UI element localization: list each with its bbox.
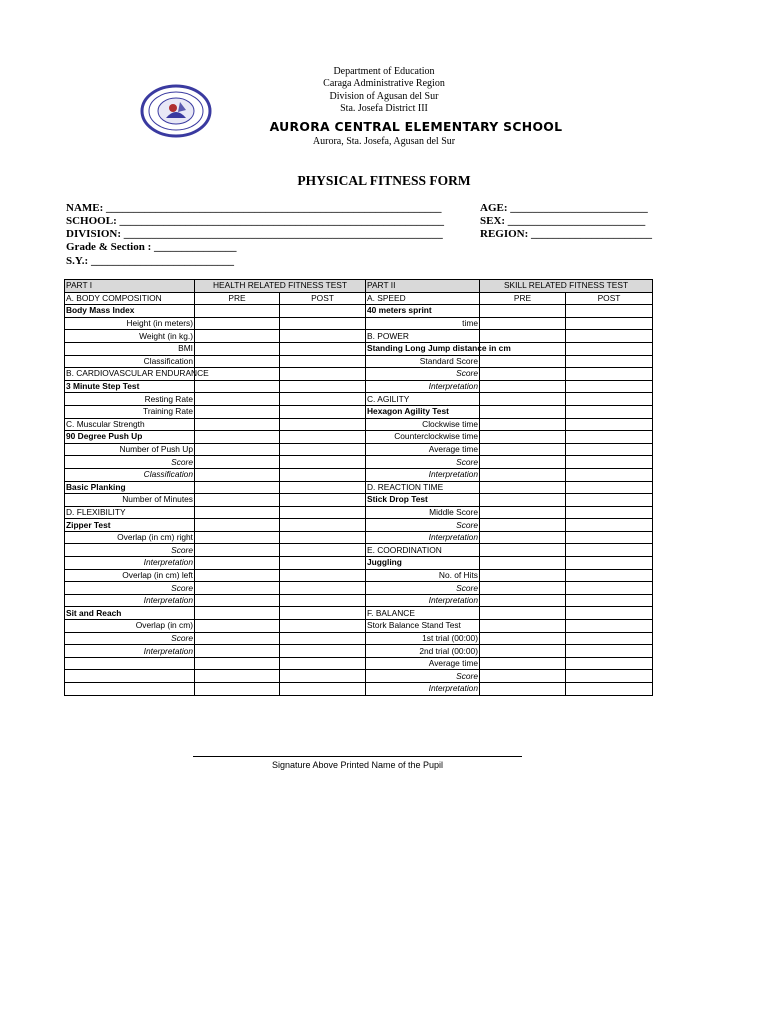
age-field: AGE: _________________________ bbox=[480, 202, 648, 214]
health-pre-cell[interactable] bbox=[195, 569, 280, 582]
health-post-cell[interactable] bbox=[280, 670, 366, 683]
skill-post-cell[interactable] bbox=[566, 594, 653, 607]
skill-pre-cell[interactable] bbox=[480, 544, 566, 557]
skill-post-cell[interactable] bbox=[566, 405, 653, 418]
skill-post-cell[interactable] bbox=[566, 582, 653, 595]
table-row bbox=[65, 481, 653, 494]
health-test-label bbox=[65, 670, 195, 683]
health-pre-cell[interactable] bbox=[195, 317, 280, 330]
skill-test-label: Interpretation bbox=[366, 594, 480, 607]
table-row bbox=[65, 330, 653, 343]
table-row bbox=[65, 657, 653, 670]
table-header-row bbox=[65, 280, 653, 293]
table-row bbox=[65, 645, 653, 658]
health-pre-cell[interactable] bbox=[195, 531, 280, 544]
skill-test-label: C. AGILITY bbox=[366, 393, 480, 406]
health-pre-cell[interactable] bbox=[195, 405, 280, 418]
health-post-cell[interactable] bbox=[280, 531, 366, 544]
skill-pre-cell[interactable] bbox=[480, 418, 566, 431]
health-pre-cell[interactable] bbox=[195, 456, 280, 469]
skill-test-label: 1st trial (00:00) bbox=[366, 632, 480, 645]
health-post-cell[interactable] bbox=[280, 355, 366, 368]
health-post-cell[interactable] bbox=[280, 431, 366, 444]
health-test-label: Weight (in kg.) bbox=[65, 330, 195, 343]
skill-post-cell[interactable] bbox=[566, 355, 653, 368]
health-post-cell[interactable] bbox=[280, 620, 366, 633]
health-post-cell[interactable] bbox=[280, 468, 366, 481]
sex-field: SEX: _________________________ bbox=[480, 215, 646, 227]
skill-pre-cell[interactable] bbox=[480, 431, 566, 444]
health-post-cell[interactable] bbox=[280, 544, 366, 557]
skill-pre-cell[interactable] bbox=[480, 557, 566, 570]
health-test-label: 90 Degree Push Up bbox=[65, 431, 195, 444]
table-row bbox=[65, 531, 653, 544]
skill-test-label: Interpretation bbox=[366, 380, 480, 393]
skill-test-label: Counterclockwise time bbox=[366, 431, 480, 444]
skill-test-label: Average time bbox=[366, 657, 480, 670]
skill-post-cell[interactable] bbox=[566, 330, 653, 343]
skill-post-cell[interactable] bbox=[566, 657, 653, 670]
health-test-label: Body Mass Index bbox=[65, 305, 195, 318]
health-post-cell[interactable] bbox=[280, 683, 366, 696]
division-field: DIVISION: __________________________________________________________ bbox=[66, 228, 443, 240]
health-pre-cell[interactable] bbox=[195, 594, 280, 607]
table-row bbox=[65, 380, 653, 393]
skill-post-cell[interactable] bbox=[566, 531, 653, 544]
health-post-cell[interactable] bbox=[280, 657, 366, 670]
skill-test-label: E. COORDINATION bbox=[366, 544, 480, 557]
health-pre-cell[interactable] bbox=[195, 342, 280, 355]
health-pre-cell[interactable] bbox=[195, 443, 280, 456]
region-field: REGION: ______________________ bbox=[480, 228, 653, 240]
skill-test-label: Standard Score bbox=[366, 355, 480, 368]
health-test-label: Interpretation bbox=[65, 557, 195, 570]
table-row bbox=[65, 519, 653, 532]
skill-test-label: Stork Balance Stand Test bbox=[366, 620, 480, 633]
skill-test-label: Juggling bbox=[366, 557, 480, 570]
health-test-label: Interpretation bbox=[65, 645, 195, 658]
skill-pre-cell[interactable] bbox=[480, 632, 566, 645]
skill-test-label: time bbox=[366, 317, 480, 330]
health-test-label: Training Rate bbox=[65, 405, 195, 418]
health-pre-cell[interactable] bbox=[195, 355, 280, 368]
table-row bbox=[65, 632, 653, 645]
health-pre-cell[interactable] bbox=[195, 431, 280, 444]
skill-pre-cell[interactable] bbox=[480, 645, 566, 658]
skill-post-cell[interactable] bbox=[566, 506, 653, 519]
skill-test-label: Score bbox=[366, 456, 480, 469]
skill-test-label: Score bbox=[366, 670, 480, 683]
health-test-label: Zipper Test bbox=[65, 519, 195, 532]
skill-test-label: 40 meters sprint bbox=[366, 305, 480, 318]
health-post-cell[interactable] bbox=[280, 569, 366, 582]
health-pre-cell[interactable] bbox=[195, 330, 280, 343]
header-block bbox=[0, 66, 768, 148]
name-field: NAME: _____________________________________________________________ bbox=[66, 202, 442, 214]
health-post-cell[interactable] bbox=[280, 594, 366, 607]
table-row bbox=[65, 405, 653, 418]
table-row bbox=[65, 670, 653, 683]
health-post-cell[interactable] bbox=[280, 494, 366, 507]
skill-pre-cell[interactable] bbox=[480, 683, 566, 696]
health-pre-cell[interactable] bbox=[195, 393, 280, 406]
table-row bbox=[65, 468, 653, 481]
health-test-label: Number of Push Up bbox=[65, 443, 195, 456]
skill-test-label: Stick Drop Test bbox=[366, 494, 480, 507]
skill-post-cell[interactable] bbox=[566, 620, 653, 633]
health-test-label bbox=[65, 683, 195, 696]
skill-pre-cell[interactable] bbox=[480, 607, 566, 620]
table-row bbox=[65, 355, 653, 368]
table-row bbox=[65, 594, 653, 607]
skill-post-cell[interactable] bbox=[566, 380, 653, 393]
health-post-cell[interactable] bbox=[280, 342, 366, 355]
health-test-label: Score bbox=[65, 544, 195, 557]
skill-pre-cell[interactable] bbox=[480, 670, 566, 683]
health-test-label: Score bbox=[65, 632, 195, 645]
skill-post-cell[interactable] bbox=[566, 456, 653, 469]
skill-pre-cell[interactable] bbox=[480, 468, 566, 481]
skill-post-cell[interactable] bbox=[566, 368, 653, 381]
health-post-cell[interactable] bbox=[280, 393, 366, 406]
table-row bbox=[65, 607, 653, 620]
skill-test-label: No. of Hits bbox=[366, 569, 480, 582]
health-pre-cell[interactable] bbox=[195, 670, 280, 683]
health-pre-cell: PRE bbox=[195, 292, 280, 305]
skill-test-label: D. REACTION TIME bbox=[366, 481, 480, 494]
health-test-label: D. FLEXIBILITY bbox=[65, 506, 195, 519]
signature-line bbox=[193, 756, 522, 757]
health-test-label: Sit and Reach bbox=[65, 607, 195, 620]
skill-post-cell[interactable] bbox=[566, 317, 653, 330]
health-test-label: Basic Planking bbox=[65, 481, 195, 494]
skill-post-cell[interactable] bbox=[566, 607, 653, 620]
health-post-cell[interactable] bbox=[280, 330, 366, 343]
health-post-cell[interactable] bbox=[280, 418, 366, 431]
skill-pre-cell[interactable] bbox=[480, 506, 566, 519]
table-row bbox=[65, 582, 653, 595]
health-test-label: B. CARDIOVASCULAR ENDURANCE bbox=[66, 368, 209, 379]
skill-pre-cell[interactable] bbox=[480, 393, 566, 406]
health-test-label bbox=[65, 657, 195, 670]
table-row bbox=[65, 418, 653, 431]
skill-post-cell[interactable] bbox=[566, 519, 653, 532]
skill-pre-cell[interactable] bbox=[480, 569, 566, 582]
skill-pre-cell[interactable] bbox=[480, 657, 566, 670]
health-pre-cell[interactable] bbox=[195, 481, 280, 494]
part2-label: PART II bbox=[366, 280, 480, 293]
table-row bbox=[65, 292, 653, 305]
skill-pre-cell[interactable] bbox=[480, 368, 566, 381]
skill-test-title: SKILL RELATED FITNESS TEST bbox=[480, 280, 653, 293]
department-text: Department of Education bbox=[333, 66, 435, 77]
skill-pre-cell[interactable] bbox=[480, 330, 566, 343]
school-address: Aurora, Sta. Josefa, Agusan del Sur bbox=[312, 136, 456, 148]
health-test-label: Score bbox=[65, 582, 195, 595]
skill-test-label: Score bbox=[366, 582, 480, 595]
table-row bbox=[65, 393, 653, 406]
skill-test-label: Score bbox=[366, 368, 480, 381]
health-post-cell[interactable] bbox=[280, 557, 366, 570]
school-field: SCHOOL: ___________________________________________________________ bbox=[66, 215, 444, 227]
table-row bbox=[65, 569, 653, 582]
skill-post-cell[interactable] bbox=[566, 431, 653, 444]
form-title: PHYSICAL FITNESS FORM bbox=[297, 173, 471, 188]
skill-pre-cell[interactable] bbox=[480, 620, 566, 633]
signature-label: Signature Above Printed Name of the Pupil bbox=[271, 760, 444, 770]
health-test-label: Resting Rate bbox=[65, 393, 195, 406]
table-row bbox=[65, 368, 653, 381]
skill-test-label: Clockwise time bbox=[366, 418, 480, 431]
skill-test-label: 2nd trial (00:00) bbox=[366, 645, 480, 658]
health-post-cell[interactable] bbox=[280, 456, 366, 469]
school-name: AURORA CENTRAL ELEMENTARY SCHOOL bbox=[269, 118, 563, 134]
skill-post-cell[interactable] bbox=[566, 418, 653, 431]
health-test-label: Classification bbox=[65, 355, 195, 368]
skill-pre-cell[interactable] bbox=[480, 481, 566, 494]
health-pre-cell[interactable] bbox=[195, 468, 280, 481]
skill-test-label: Average time bbox=[366, 443, 480, 456]
region-text: Caraga Administrative Region bbox=[323, 78, 445, 90]
skill-test-label: A. SPEED bbox=[366, 292, 480, 305]
skill-post-cell[interactable] bbox=[566, 443, 653, 456]
skill-pre-cell[interactable] bbox=[480, 317, 566, 330]
skill-pre-cell[interactable] bbox=[480, 519, 566, 532]
skill-pre-cell[interactable] bbox=[480, 305, 566, 318]
skill-post-cell[interactable] bbox=[566, 468, 653, 481]
health-test-title: HEALTH RELATED FITNESS TEST bbox=[195, 280, 366, 293]
health-post-cell[interactable] bbox=[280, 607, 366, 620]
skill-post-cell[interactable] bbox=[566, 305, 653, 318]
health-test-label: 3 Minute Step Test bbox=[65, 380, 195, 393]
health-post-cell[interactable] bbox=[280, 582, 366, 595]
table-row bbox=[65, 544, 653, 557]
table-row bbox=[65, 342, 653, 355]
table-row bbox=[65, 305, 653, 318]
health-test-label: Classification bbox=[65, 468, 195, 481]
health-post-cell[interactable] bbox=[280, 405, 366, 418]
school-year-field: S.Y.: __________________________ bbox=[66, 255, 234, 267]
health-test-label: Overlap (in cm) bbox=[65, 620, 195, 633]
district-text: Sta. Josefa District III bbox=[340, 103, 428, 115]
health-pre-cell[interactable] bbox=[195, 557, 280, 570]
health-post-cell[interactable] bbox=[280, 443, 366, 456]
skill-post-cell[interactable] bbox=[566, 557, 653, 570]
part1-label: PART I bbox=[65, 280, 195, 293]
health-pre-cell[interactable] bbox=[195, 305, 280, 318]
skill-post-cell[interactable] bbox=[566, 683, 653, 696]
skill-test-label: Interpretation bbox=[366, 531, 480, 544]
skill-post-cell[interactable] bbox=[566, 645, 653, 658]
table-row bbox=[65, 494, 653, 507]
skill-pre-cell[interactable] bbox=[480, 594, 566, 607]
health-pre-cell[interactable] bbox=[195, 683, 280, 696]
health-pre-cell[interactable] bbox=[195, 632, 280, 645]
health-post-cell[interactable] bbox=[280, 305, 366, 318]
skill-test-label: Score bbox=[366, 519, 480, 532]
skill-test-label: Standing Long Jump distance in cm bbox=[367, 343, 511, 354]
skill-post-cell[interactable] bbox=[566, 481, 653, 494]
table-row bbox=[65, 620, 653, 633]
health-test-label: Overlap (in cm) left bbox=[65, 569, 195, 582]
health-pre-cell[interactable] bbox=[195, 506, 280, 519]
health-post-cell[interactable] bbox=[280, 481, 366, 494]
health-pre-cell[interactable] bbox=[195, 418, 280, 431]
skill-post-cell[interactable] bbox=[566, 544, 653, 557]
health-post-cell[interactable] bbox=[280, 317, 366, 330]
table-row bbox=[65, 317, 653, 330]
skill-test-label: Middle Score bbox=[366, 506, 480, 519]
health-test-label: Interpretation bbox=[65, 594, 195, 607]
skill-post-cell[interactable] bbox=[566, 670, 653, 683]
fitness-test-table bbox=[64, 279, 653, 696]
skill-pre-cell[interactable] bbox=[480, 443, 566, 456]
health-pre-cell[interactable] bbox=[195, 582, 280, 595]
health-test-label: A. BODY COMPOSITION bbox=[65, 292, 195, 305]
skill-post-cell: POST bbox=[566, 292, 653, 305]
health-test-label: Height (in meters) bbox=[65, 317, 195, 330]
table-row bbox=[65, 456, 653, 469]
skill-pre-cell[interactable] bbox=[480, 355, 566, 368]
skill-post-cell[interactable] bbox=[566, 393, 653, 406]
skill-test-label: F. BALANCE bbox=[366, 607, 480, 620]
health-pre-cell[interactable] bbox=[195, 620, 280, 633]
health-test-label: C. Muscular Strength bbox=[65, 418, 195, 431]
health-test-label: Number of Minutes bbox=[65, 494, 195, 507]
table-row bbox=[65, 443, 653, 456]
skill-test-label: B. POWER bbox=[366, 330, 480, 343]
health-post-cell[interactable] bbox=[280, 380, 366, 393]
table-row bbox=[65, 431, 653, 444]
health-pre-cell[interactable] bbox=[195, 494, 280, 507]
skill-pre-cell: PRE bbox=[480, 292, 566, 305]
skill-test-label: Interpretation bbox=[366, 468, 480, 481]
health-post-cell[interactable] bbox=[280, 645, 366, 658]
health-test-label: Score bbox=[65, 456, 195, 469]
skill-post-cell[interactable] bbox=[566, 342, 653, 355]
skill-post-cell[interactable] bbox=[566, 494, 653, 507]
table-row bbox=[65, 557, 653, 570]
skill-post-cell[interactable] bbox=[566, 569, 653, 582]
health-post-cell[interactable] bbox=[280, 632, 366, 645]
health-post-cell[interactable] bbox=[280, 519, 366, 532]
division-text: Division of Agusan del Sur bbox=[329, 90, 439, 102]
health-pre-cell[interactable] bbox=[195, 645, 280, 658]
table-row bbox=[65, 683, 653, 696]
skill-post-cell[interactable] bbox=[566, 632, 653, 645]
health-pre-cell[interactable] bbox=[195, 544, 280, 557]
skill-test-label: Interpretation bbox=[366, 683, 480, 696]
health-pre-cell[interactable] bbox=[195, 380, 280, 393]
grade-section-field: Grade & Section : _______________ bbox=[66, 241, 237, 253]
health-post-cell[interactable] bbox=[280, 368, 366, 381]
health-post-cell[interactable] bbox=[280, 506, 366, 519]
skill-test-label: Hexagon Agility Test bbox=[366, 405, 480, 418]
health-post-cell: POST bbox=[280, 292, 366, 305]
skill-pre-cell[interactable] bbox=[480, 531, 566, 544]
skill-pre-cell[interactable] bbox=[480, 456, 566, 469]
health-test-label: BMI bbox=[65, 342, 195, 355]
health-test-label: Overlap (in cm) right bbox=[65, 531, 195, 544]
skill-pre-cell[interactable] bbox=[480, 494, 566, 507]
skill-pre-cell[interactable] bbox=[480, 582, 566, 595]
skill-pre-cell[interactable] bbox=[480, 380, 566, 393]
health-pre-cell[interactable] bbox=[195, 657, 280, 670]
skill-pre-cell[interactable] bbox=[480, 405, 566, 418]
health-pre-cell[interactable] bbox=[195, 607, 280, 620]
table-row bbox=[65, 506, 653, 519]
health-pre-cell[interactable] bbox=[195, 519, 280, 532]
